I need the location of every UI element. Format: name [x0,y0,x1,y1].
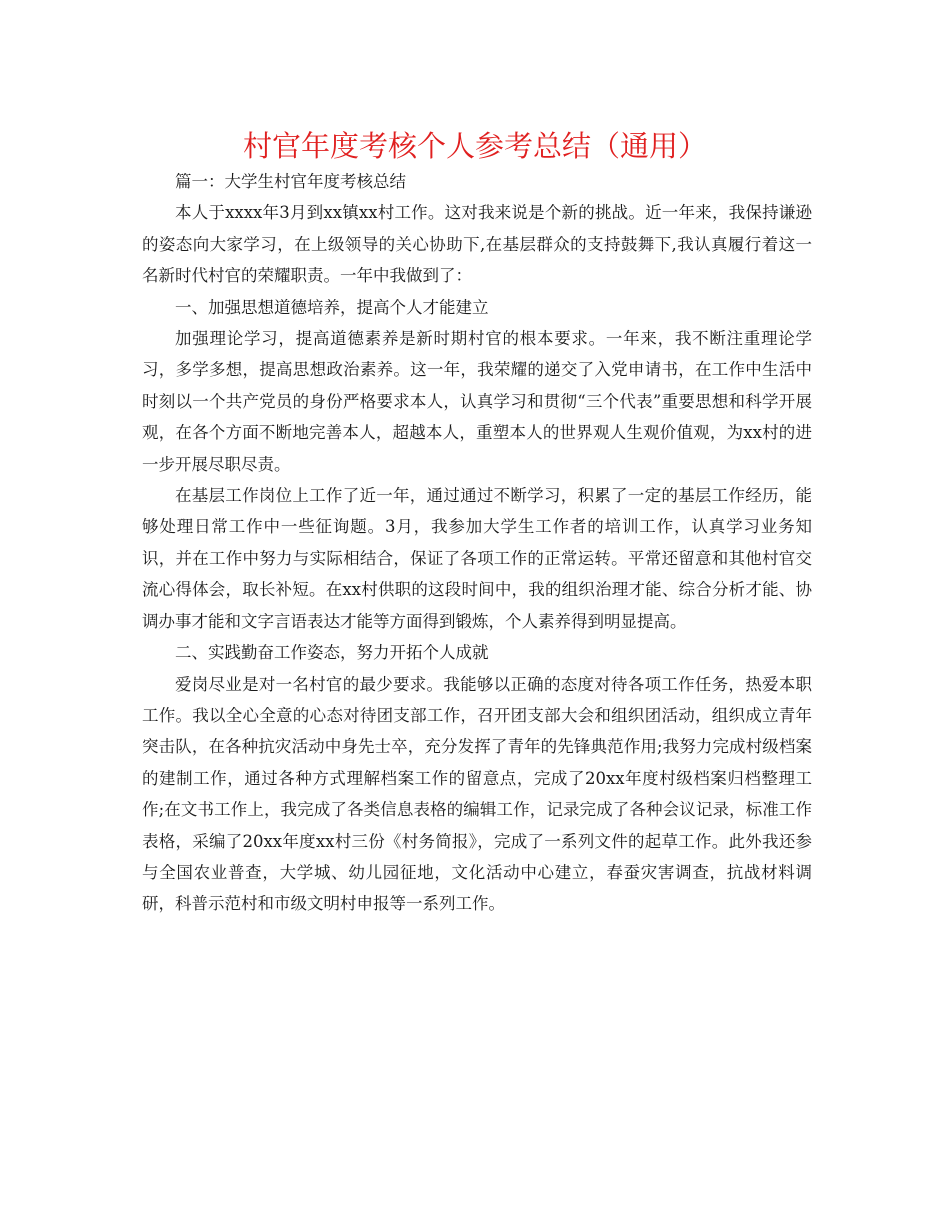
section-heading: 二、实践勤奋工作姿态，努力开拓个人成就 [175,643,489,663]
paragraph: 本人于xxxx年3月到xx镇xx村工作。这对我来说是个新的挑战。近一年来，我保持谦逊的姿态向大家学习，在上级领导的关心协助下,在基层群众的支持鼓舞下,我认真履行着这一名新时代村官的荣耀职责。一年中我做到了： [142,203,812,286]
paragraph: 在基层工作岗位上工作了近一年，通过通过不断学习，积累了一定的基层工作经历，能够处理日常工作中一些征询题。3月，我参加大学生工作者的培训工作，认真学习业务知识，并在工作中努力与实际相结合，保证了各项工作的正常运转。平常还留意和其他村官交流心得体会，取长补短。在xx村供职的这段时间中，我的组织治理才能、综合分析才能、协调办事才能和文字言语表达才能等方面得到锻炼，个人素养得到明显提高。 [142,486,812,631]
section-heading: 篇一：大学生村官年度考核总结 [175,172,406,191]
section-heading: 一、加强思想道德培养，提高个人才能建立 [175,297,489,317]
paragraph: 加强理论学习，提高道德素养是新时期村官的根本要求。一年来，我不断注重理论学习，多学多想，提高思想政治素养。这一年，我荣耀的递交了入党申请书，在工作中生活中时刻以一个共产党员的身份严格要求本人，认真学习和贯彻“三个代表”重要思想和科学开展观，在各个方面不断地完善本人，超越本人，重塑本人的世界观人生观价值观，为xx村的进一步开展尽职尽责。 [142,329,812,474]
document-body [142,166,812,920]
paragraph: 爱岗尽业是对一名村官的最少要求。我能够以正确的态度对待各项工作任务，热爱本职工作。我以全心全意的心态对待团支部工作，召开团支部大会和组织团活动，组织成立青年突击队，在各种抗灾活动中身先士卒，充分发挥了青年的先锋典范作用;我努力完成村级档案的建制工作，通过各种方式理解档案工作的留意点，完成了20xx年度村级档案归档整理工作;在文书工作上，我完成了各类信息表格的编辑工作，记录完成了各种会议记录，标准工作表格，采编了20xx年度xx村三份《村务简报》，完成了一系列文件的起草工作。此外我还参与全国农业普查，大学城、幼儿园征地，文化活动中心建立，春蚕灾害调查，抗战材料调研，科普示范村和市级文明村申报等一系列工作。 [142,674,812,914]
document-title: 村官年度考核个人参考总结（通用） [242,129,707,163]
